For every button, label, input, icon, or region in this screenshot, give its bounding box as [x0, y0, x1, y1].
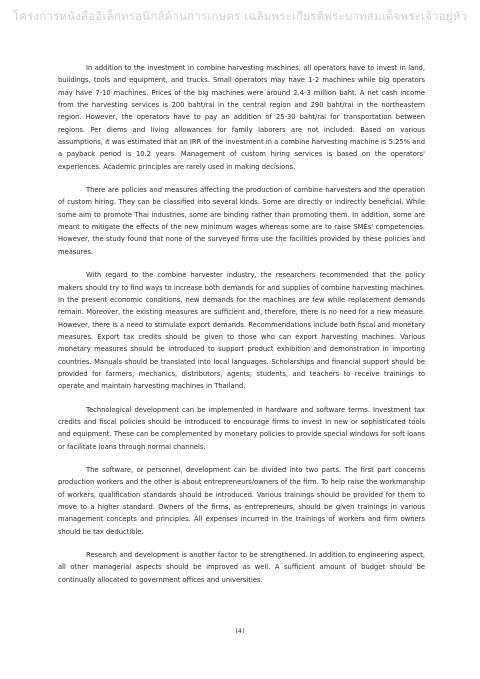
- header-watermark: โครงการหนังสืออิเล็กทรอนิกส์ด้านการเกษตร เฉลิมพระเกียรติพระบาทสมเด็จพระเจ้าอยู่หัว: [12, 9, 468, 23]
- paragraph-5: The software, or personnel, development can be divided into two parts. The first part concerns production workers and the other is about entrepreneurs/owners of the firm. To help raise the workmanship of workers, qualification standards should be introduced. Various trainings should be provided for them to move to a higher standard. Owners of the firms, as entrepreneurs, should be given trainings in various management concepts and principles. All expenses incurred in the trainings of workers and firm owners should be tax deductible.: [58, 465, 425, 536]
- paragraph-6: Research and development is another factor to be strengthened. In addition to engineering aspect, all other managerial aspects should be improved as well. A sufficient amount of budget should be continually allocated to government offices and universities.: [58, 551, 425, 584]
- paragraph-4: Technological development can be implemented in hardware and software terms. Investment tax credits and fiscal policies should be introduced to encourage firms to invest in new or sophisticated tools and equipment. These can be complemented by monetary policies to provide special windows for soft loans or facilitate loans through normal channels.: [58, 405, 425, 451]
- paragraph-2: There are policies and measures affecting the production of combine harvesters and the operation of custom hiring. They can be classified into several kinds. Some are directly or indirectly beneficial. While some aim to promote Thai industries, some are binding rather than promoting them. In addition, some are meant to mitigate the effects of the new minimum wages whereas some are to raise SMEs' competencies. However, the study found that none of the surveyed firms use the facilities provided by these policies and measures.: [58, 186, 425, 256]
- body-text: [58, 62, 425, 597]
- page-number: (4): [235, 627, 245, 635]
- paragraph-1: In addition to the investment in combine harvesting machines, all operators have to invest in land, buildings, tools and equipment, and trucks. Small operators may have 1-2 machines while big operators may have 7-10 machines. Prices of the big machines were around 2.4-3 million baht. A net cash income from the harvesting services is 200 baht/rai in the central region and 290 baht/rai in the northeastern region. However, the operators have to pay an addition of 25-30 baht/rai for transportation between regions. Per diems and living allowances for family laborers are not included. Based on various assumptions, it was estimated that an IRR of the investment in a combine harvesting machine is 5.25% and a payback period is 10.2 years. Management of custom hiring services is based on the operators' experiences. Academic principles are rarely used in making decisions.: [58, 64, 425, 171]
- paragraph-3: With regard to the combine harvester industry, the researchers recommended that the policy makers should try to find ways to increase both demands for and supplies of combine harvesting machines. In the present economic conditions, new demands for the machines are few while replacement demands remain. Moreover, the existing measures are sufficient and, therefore, there is no need for a new measure. However, there is a need to stimulate export demands. Recommendations include both fiscal and monetary measures. Export tax credits should be given to those who can export harvesting machines. Various monetary measures should be introduced to support product exhibition and demonstration in importing countries. Manuals should be translated into local languages. Scholarships and financial support should be provided for farmers, mechanics, distributors, agents, students, and teachers to receive trainings to operate and maintain harvesting machines in Thailand.: [58, 271, 425, 391]
